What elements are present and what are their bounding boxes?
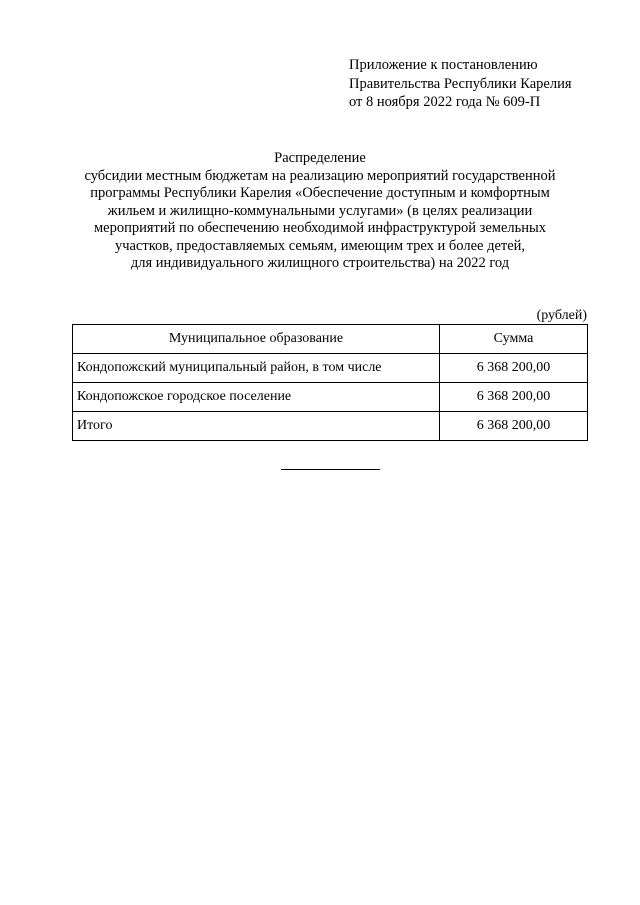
title-line: жильем и жилищно-коммунальными услугами» (в целях реализации xyxy=(107,202,533,219)
title-heading: Распределение xyxy=(274,150,366,166)
appendix-line: Приложение к постановлению xyxy=(349,57,538,73)
unit-note: (рублей) xyxy=(536,308,587,323)
cell-sum: 6 368 200,00 xyxy=(440,354,588,383)
title-line: программы Республики Карелия «Обеспечение доступным и комфортным xyxy=(90,185,550,201)
title-line: для индивидуального жилищного строительства) на 2022 год xyxy=(130,255,510,271)
cell-municipality: Кондопожское городское поселение xyxy=(73,383,440,412)
header-municipality: Муниципальное образование xyxy=(73,325,440,354)
table-row-total xyxy=(73,412,588,441)
distribution-table xyxy=(72,324,588,441)
table-header-row xyxy=(73,325,588,354)
title-line: участков, предоставляемых семьям, имеющим трех и более детей, xyxy=(114,237,526,254)
table-row xyxy=(73,383,588,412)
cell-municipality: Итого xyxy=(73,412,440,441)
document-title xyxy=(60,150,580,273)
header-sum: Сумма xyxy=(440,325,588,354)
cell-municipality: Кондопожский муниципальный район, в том числе xyxy=(73,354,440,383)
title-line: мероприятий по обеспечению необходимой инфраструктурой земельных xyxy=(94,220,546,236)
closing-rule xyxy=(281,469,380,470)
cell-sum: 6 368 200,00 xyxy=(440,412,588,441)
cell-sum: 6 368 200,00 xyxy=(440,383,588,412)
appendix-reference xyxy=(349,56,619,112)
appendix-line: от 8 ноября 2022 года № 609-П xyxy=(349,94,541,110)
appendix-line: Правительства Республики Карелия xyxy=(349,75,572,92)
title-line: субсидии местным бюджетам на реализацию мероприятий государственной xyxy=(84,167,556,184)
table-row xyxy=(73,354,588,383)
